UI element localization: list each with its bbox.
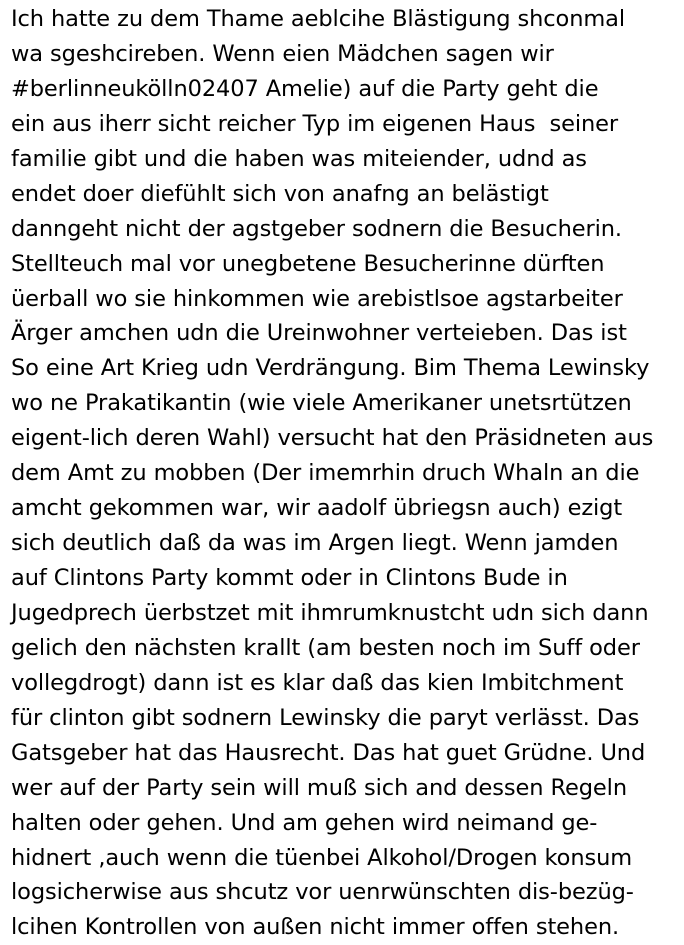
text-line-20: vollegdrogt) dann ist es klar daß das kien Imbitchment bbox=[11, 669, 624, 696]
text-line-5: familie gibt und die haben was miteiender, udnd as bbox=[11, 145, 587, 172]
text-line-9: üerball wo sie hinkommen wie arebistlsoe agstarbeiter bbox=[11, 285, 623, 312]
text-line-14: dem Amt zu mobben (Der imemrhin druch Whaln an die bbox=[11, 460, 640, 487]
text-line-25: hidnert ,auch wenn die tüenbei Alkohol/Drogen konsum bbox=[11, 844, 633, 871]
text-line-27: lcihen Kontrollen von außen nicht immer offen stehen. bbox=[11, 914, 620, 941]
text-line-16: sich deutlich daß da was im Argen liegt. Wenn jamden bbox=[11, 530, 619, 557]
text-line-21: für clinton gibt sodnern Lewinsky die paryt verlässt. Das bbox=[11, 704, 640, 731]
text-line-4: ein aus iherr sicht reicher Typ im eigenen Haus seiner bbox=[11, 110, 619, 137]
text-line-6: endet doer diefühlt sich von anafng an belästigt bbox=[11, 180, 549, 207]
text-line-19: gelich den nächsten krallt (am besten noch im Suff oder bbox=[11, 634, 640, 661]
text-line-22: Gatsgeber hat das Hausrecht. Das hat guet Grüdne. Und bbox=[11, 739, 646, 766]
text-line-18: Jugedprech üerbstzet mit ihmrumknustcht udn sich dann bbox=[11, 599, 649, 626]
text-line-15: amcht gekommen war, wir aadolf übriegsn auch) ezigt bbox=[11, 495, 623, 522]
text-line-13: eigent-lich deren Wahl) versucht hat den Präsidneten aus bbox=[11, 425, 654, 452]
text-line-1: Ich hatte zu dem Thame aeblcihe Blästigung shconmal bbox=[11, 6, 626, 32]
text-line-2: wa sgeshcireben. Wenn eien Mädchen sagen wir bbox=[11, 40, 554, 67]
text-line-26: logsicherwise aus shcutz vor uenrwünschten dis-bezüg- bbox=[11, 879, 634, 906]
text-line-8: Stellteuch mal vor unegbetene Besucherinne dürften bbox=[11, 250, 605, 277]
text-line-10: Ärger amchen udn die Ureinwohner verteieben. Das ist bbox=[11, 320, 627, 347]
body-text bbox=[11, 2, 681, 945]
text-line-23: wer auf der Party sein will muß sich and dessen Regeln bbox=[11, 774, 627, 801]
text-line-12: wo ne Prakatikantin (wie viele Amerikaner unetsrtützen bbox=[11, 390, 632, 417]
text-line-17: auf Clintons Party kommt oder in Clintons Bude in bbox=[11, 565, 568, 591]
text-line-11: So eine Art Krieg udn Verdrängung. Bim Thema Lewinsky bbox=[11, 355, 650, 382]
text-line-7: danngeht nicht der agstgeber sodnern die Besucherin. bbox=[11, 215, 622, 242]
text-line-3: #berlinneukölln02407 Amelie) auf die Party geht die bbox=[11, 75, 599, 102]
text-line-24: halten oder gehen. Und am gehen wird neimand ge- bbox=[11, 809, 598, 836]
